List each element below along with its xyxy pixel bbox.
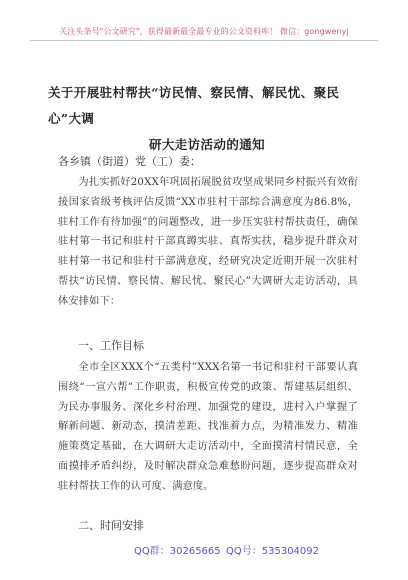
header-banner: 关注头条号"公文研究"，获得最新最全最专业的公文资料库！ 微信：gongwenyj: [59, 27, 349, 36]
footer-qq-group: QQ群：30265665: [134, 546, 221, 557]
paragraph-2: 全市全区XXX个“五类村”XXX名第一书记和驻村干部要认真围绕“一宣六帮”工作职责，积极宣传党的政策、帮建基层组织、为民办事服务、深化乡村治理、加强党的建设，进村入户掌握了解新问题、新动态，摸清差距、找准着力点，为精准发力、精准施策奠定基础，在大调研大走访活动中，全面摸清村情民意，全面摸排矛盾纠纷，及时解决群众急难愁盼问题，逐步提高群众对驻村帮扶工作的认可度、满意度。: [58, 362, 358, 492]
footer-qq-number: QQ号：535304092: [226, 546, 320, 557]
footer: [0, 538, 408, 558]
header-divider: [30, 40, 378, 41]
section-heading-goals: 一、工作目标: [78, 339, 144, 352]
paragraph-1: 为扎实抓好20XX年巩固拓展脱贫攻坚成果同乡村振兴有效衔接国家省级考核评估反馈“XX市驻村干部综合满意度为86.8%，驻村工作有待加强”的问题整改，进一步压实驻村帮扶责任，确保驻村第一书记和驻村干部真蹲实驻、真帮实扶，稳步提升群众对驻村第一书记和驻村干部满意度，经研究决定近期开展一次驻村帮扶“访民情、察民情、解民忧、聚民心”大调研大走访活动，具体安排如下：: [58, 177, 358, 307]
document-title: [48, 80, 366, 158]
title-line-1: 关于开展驻村帮扶“访民情、察民情、解民忧、聚民心”大调: [48, 85, 340, 126]
title-line-2: 研大走访活动的通知: [148, 137, 266, 152]
salutation: 各乡镇（街道）党（工）委：: [58, 155, 201, 168]
section-heading-schedule: 二、时间安排: [78, 519, 144, 532]
